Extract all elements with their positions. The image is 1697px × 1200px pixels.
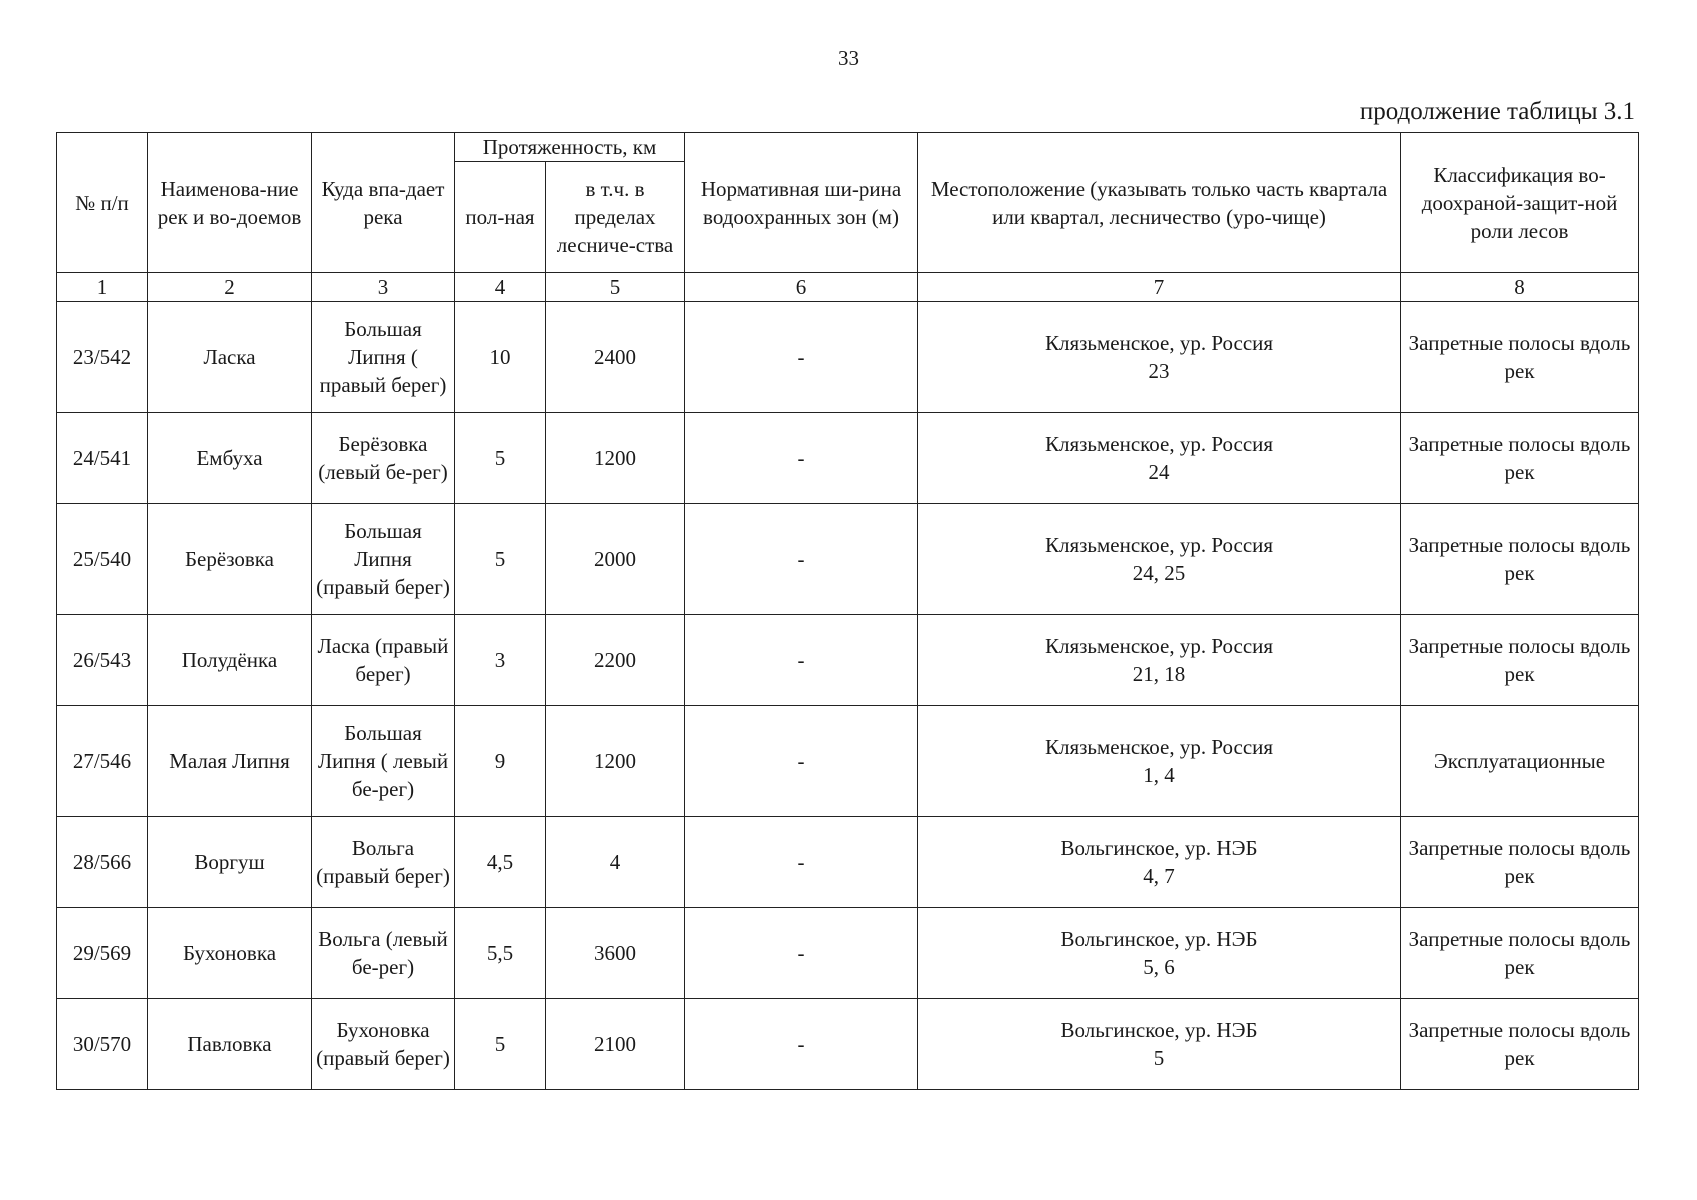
- location: [918, 302, 1401, 413]
- rivers-table: [56, 132, 1639, 1090]
- location-quarters: 4, 7: [1143, 864, 1175, 888]
- header-zone-width: Нормативная ши-рина водоохранных зон (м): [685, 133, 918, 273]
- length-full: 10: [455, 302, 546, 413]
- river-name: Павловка: [148, 999, 312, 1090]
- flows-into: Берёзовка (левый бе-рег): [312, 413, 455, 504]
- river-name: Воргуш: [148, 817, 312, 908]
- length-full: 3: [455, 615, 546, 706]
- table-row: [57, 908, 1639, 999]
- length-full: 5,5: [455, 908, 546, 999]
- length-full: 5: [455, 999, 546, 1090]
- location-quarters: 24, 25: [1132, 561, 1186, 585]
- zone-width: -: [685, 908, 918, 999]
- length-full: 9: [455, 706, 546, 817]
- column-number: 1: [57, 273, 148, 302]
- zone-width: -: [685, 504, 918, 615]
- column-number: 4: [455, 273, 546, 302]
- flows-into: Ласка (правый берег): [312, 615, 455, 706]
- length-within: 2400: [546, 302, 685, 413]
- row-number: 23/542: [57, 302, 148, 413]
- length-within: 3600: [546, 908, 685, 999]
- location-quarters: 1, 4: [1143, 763, 1175, 787]
- flows-into: Вольга (правый берег): [312, 817, 455, 908]
- zone-width: -: [685, 413, 918, 504]
- zone-width: -: [685, 817, 918, 908]
- location: [918, 706, 1401, 817]
- location: [918, 413, 1401, 504]
- length-within: 1200: [546, 706, 685, 817]
- column-number: 2: [148, 273, 312, 302]
- river-name: Ембуха: [148, 413, 312, 504]
- column-number: 8: [1401, 273, 1639, 302]
- row-number: 28/566: [57, 817, 148, 908]
- header-length-group: Протяженность, км: [455, 133, 685, 162]
- length-within: 2000: [546, 504, 685, 615]
- table-row: [57, 999, 1639, 1090]
- location-forestry: Клязьменское, ур. Россия: [1044, 432, 1274, 456]
- zone-width: -: [685, 706, 918, 817]
- header-flows-into: Куда впа-дает река: [312, 133, 455, 273]
- river-name: Полудёнка: [148, 615, 312, 706]
- classification: Запретные полосы вдоль рек: [1401, 817, 1639, 908]
- location-quarters: 21, 18: [1132, 662, 1186, 686]
- classification: Запретные полосы вдоль рек: [1401, 999, 1639, 1090]
- header-location: Местоположение (указывать только часть квартала или квартал, лесничество (уро-чище): [918, 133, 1401, 273]
- classification: Запретные полосы вдоль рек: [1401, 302, 1639, 413]
- length-within: 4: [546, 817, 685, 908]
- length-full: 4,5: [455, 817, 546, 908]
- location-forestry: Вольгинское, ур. НЭБ: [1060, 836, 1258, 860]
- location-quarters: 5: [1153, 1046, 1165, 1070]
- location-forestry: Вольгинское, ур. НЭБ: [1060, 1018, 1258, 1042]
- location-quarters: 23: [1148, 359, 1170, 383]
- location-forestry: Клязьменское, ур. Россия: [1044, 634, 1274, 658]
- classification: Запретные полосы вдоль рек: [1401, 504, 1639, 615]
- flows-into: Большая Липня ( правый берег): [312, 302, 455, 413]
- header-number: № п/п: [57, 133, 148, 273]
- column-number: 5: [546, 273, 685, 302]
- row-number: 26/543: [57, 615, 148, 706]
- table-row: [57, 302, 1639, 413]
- river-name: Берёзовка: [148, 504, 312, 615]
- flows-into: Вольга (левый бе-рег): [312, 908, 455, 999]
- zone-width: -: [685, 615, 918, 706]
- row-number: 29/569: [57, 908, 148, 999]
- length-within: 1200: [546, 413, 685, 504]
- location: [918, 999, 1401, 1090]
- header-name: Наименова-ние рек и во-доемов: [148, 133, 312, 273]
- location-quarters: 24: [1148, 460, 1170, 484]
- row-number: 30/570: [57, 999, 148, 1090]
- table-row: [57, 706, 1639, 817]
- table-continuation-label: продолжение таблицы 3.1: [1359, 98, 1635, 125]
- row-number: 25/540: [57, 504, 148, 615]
- row-number: 27/546: [57, 706, 148, 817]
- zone-width: -: [685, 302, 918, 413]
- table-row: [57, 413, 1639, 504]
- zone-width: -: [685, 999, 918, 1090]
- column-number-row: [57, 273, 1639, 302]
- row-number: 24/541: [57, 413, 148, 504]
- length-within: 2100: [546, 999, 685, 1090]
- location: [918, 908, 1401, 999]
- river-name: Малая Липня: [148, 706, 312, 817]
- table-row: [57, 615, 1639, 706]
- classification: Эксплуатационные: [1401, 706, 1639, 817]
- location: [918, 817, 1401, 908]
- location-forestry: Клязьменское, ур. Россия: [1044, 735, 1274, 759]
- location-forestry: Вольгинское, ур. НЭБ: [1060, 927, 1258, 951]
- header-classification: Классификация во-доохраной-защит-ной роли лесов: [1401, 133, 1639, 273]
- column-number: 3: [312, 273, 455, 302]
- river-name: Ласка: [148, 302, 312, 413]
- flows-into: Большая Липня ( левый бе-рег): [312, 706, 455, 817]
- length-within: 2200: [546, 615, 685, 706]
- table-row: [57, 817, 1639, 908]
- header-length-full: пол-ная: [455, 162, 546, 273]
- column-number: 7: [918, 273, 1401, 302]
- river-name: Бухоновка: [148, 908, 312, 999]
- location: [918, 615, 1401, 706]
- classification: Запретные полосы вдоль рек: [1401, 908, 1639, 999]
- flows-into: Большая Липня (правый берег): [312, 504, 455, 615]
- location: [918, 504, 1401, 615]
- header-length-within: в т.ч. в пределах лесниче-ства: [546, 162, 685, 273]
- length-full: 5: [455, 413, 546, 504]
- table-row: [57, 504, 1639, 615]
- location-quarters: 5, 6: [1143, 955, 1175, 979]
- classification: Запретные полосы вдоль рек: [1401, 413, 1639, 504]
- length-full: 5: [455, 504, 546, 615]
- flows-into: Бухоновка (правый берег): [312, 999, 455, 1090]
- location-forestry: Клязьменское, ур. Россия: [1044, 331, 1274, 355]
- column-number: 6: [685, 273, 918, 302]
- classification: Запретные полосы вдоль рек: [1401, 615, 1639, 706]
- page-number: 33: [838, 46, 859, 70]
- location-forestry: Клязьменское, ур. Россия: [1044, 533, 1274, 557]
